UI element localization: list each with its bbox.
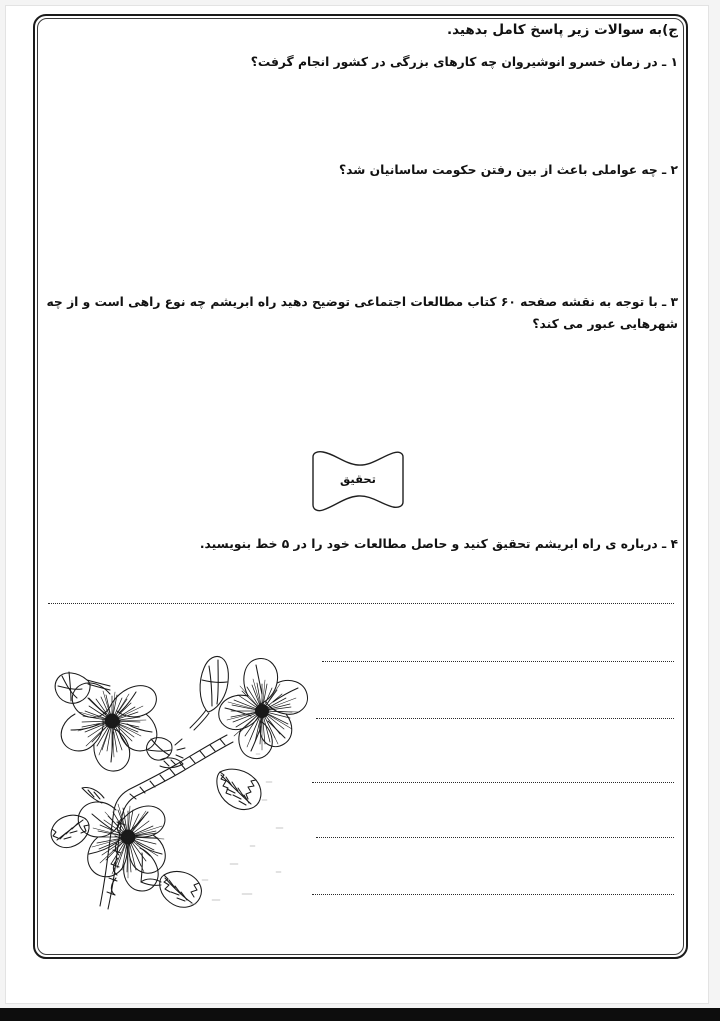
scan-bottom-band (0, 1008, 720, 1021)
wild-rose-branch-drawing (44, 632, 312, 917)
question-item-3: ۳ ـ با توجه به نقشه صفحه ۶۰ کتاب مطالعات اجتماعی توضیح دهید راه ابریشم چه نوع راهی است و از چه شهرهایی عبور می کند؟ (46, 295, 678, 331)
research-banner (309, 448, 407, 514)
section-heading: ج)به سوالات زیر پاسخ کامل بدهید. (446, 22, 678, 38)
question-item-2: ۲ ـ چه عواملی باعث از بین رفتن حکومت ساسانیان شد؟ (339, 163, 678, 177)
answer-line-1 (48, 603, 674, 604)
question-item-1: ۱ ـ در زمان خسرو انوشیروان چه کارهای بزرگی در کشور انجام گرفت؟ (250, 55, 678, 69)
answer-line-2 (322, 661, 674, 662)
answer-line-6 (312, 894, 674, 895)
research-banner-label: تحقیق (340, 472, 376, 486)
answer-line-5 (316, 837, 674, 838)
question-item-4: ۴ ـ درباره ی راه ابریشم تحقیق کنید و حاصل مطالعات خود را در ۵ خط بنویسید. (199, 537, 678, 551)
answer-line-4 (312, 782, 674, 783)
worksheet-content (44, 22, 678, 952)
answer-line-3 (316, 718, 674, 719)
flower-illustration (44, 632, 312, 917)
